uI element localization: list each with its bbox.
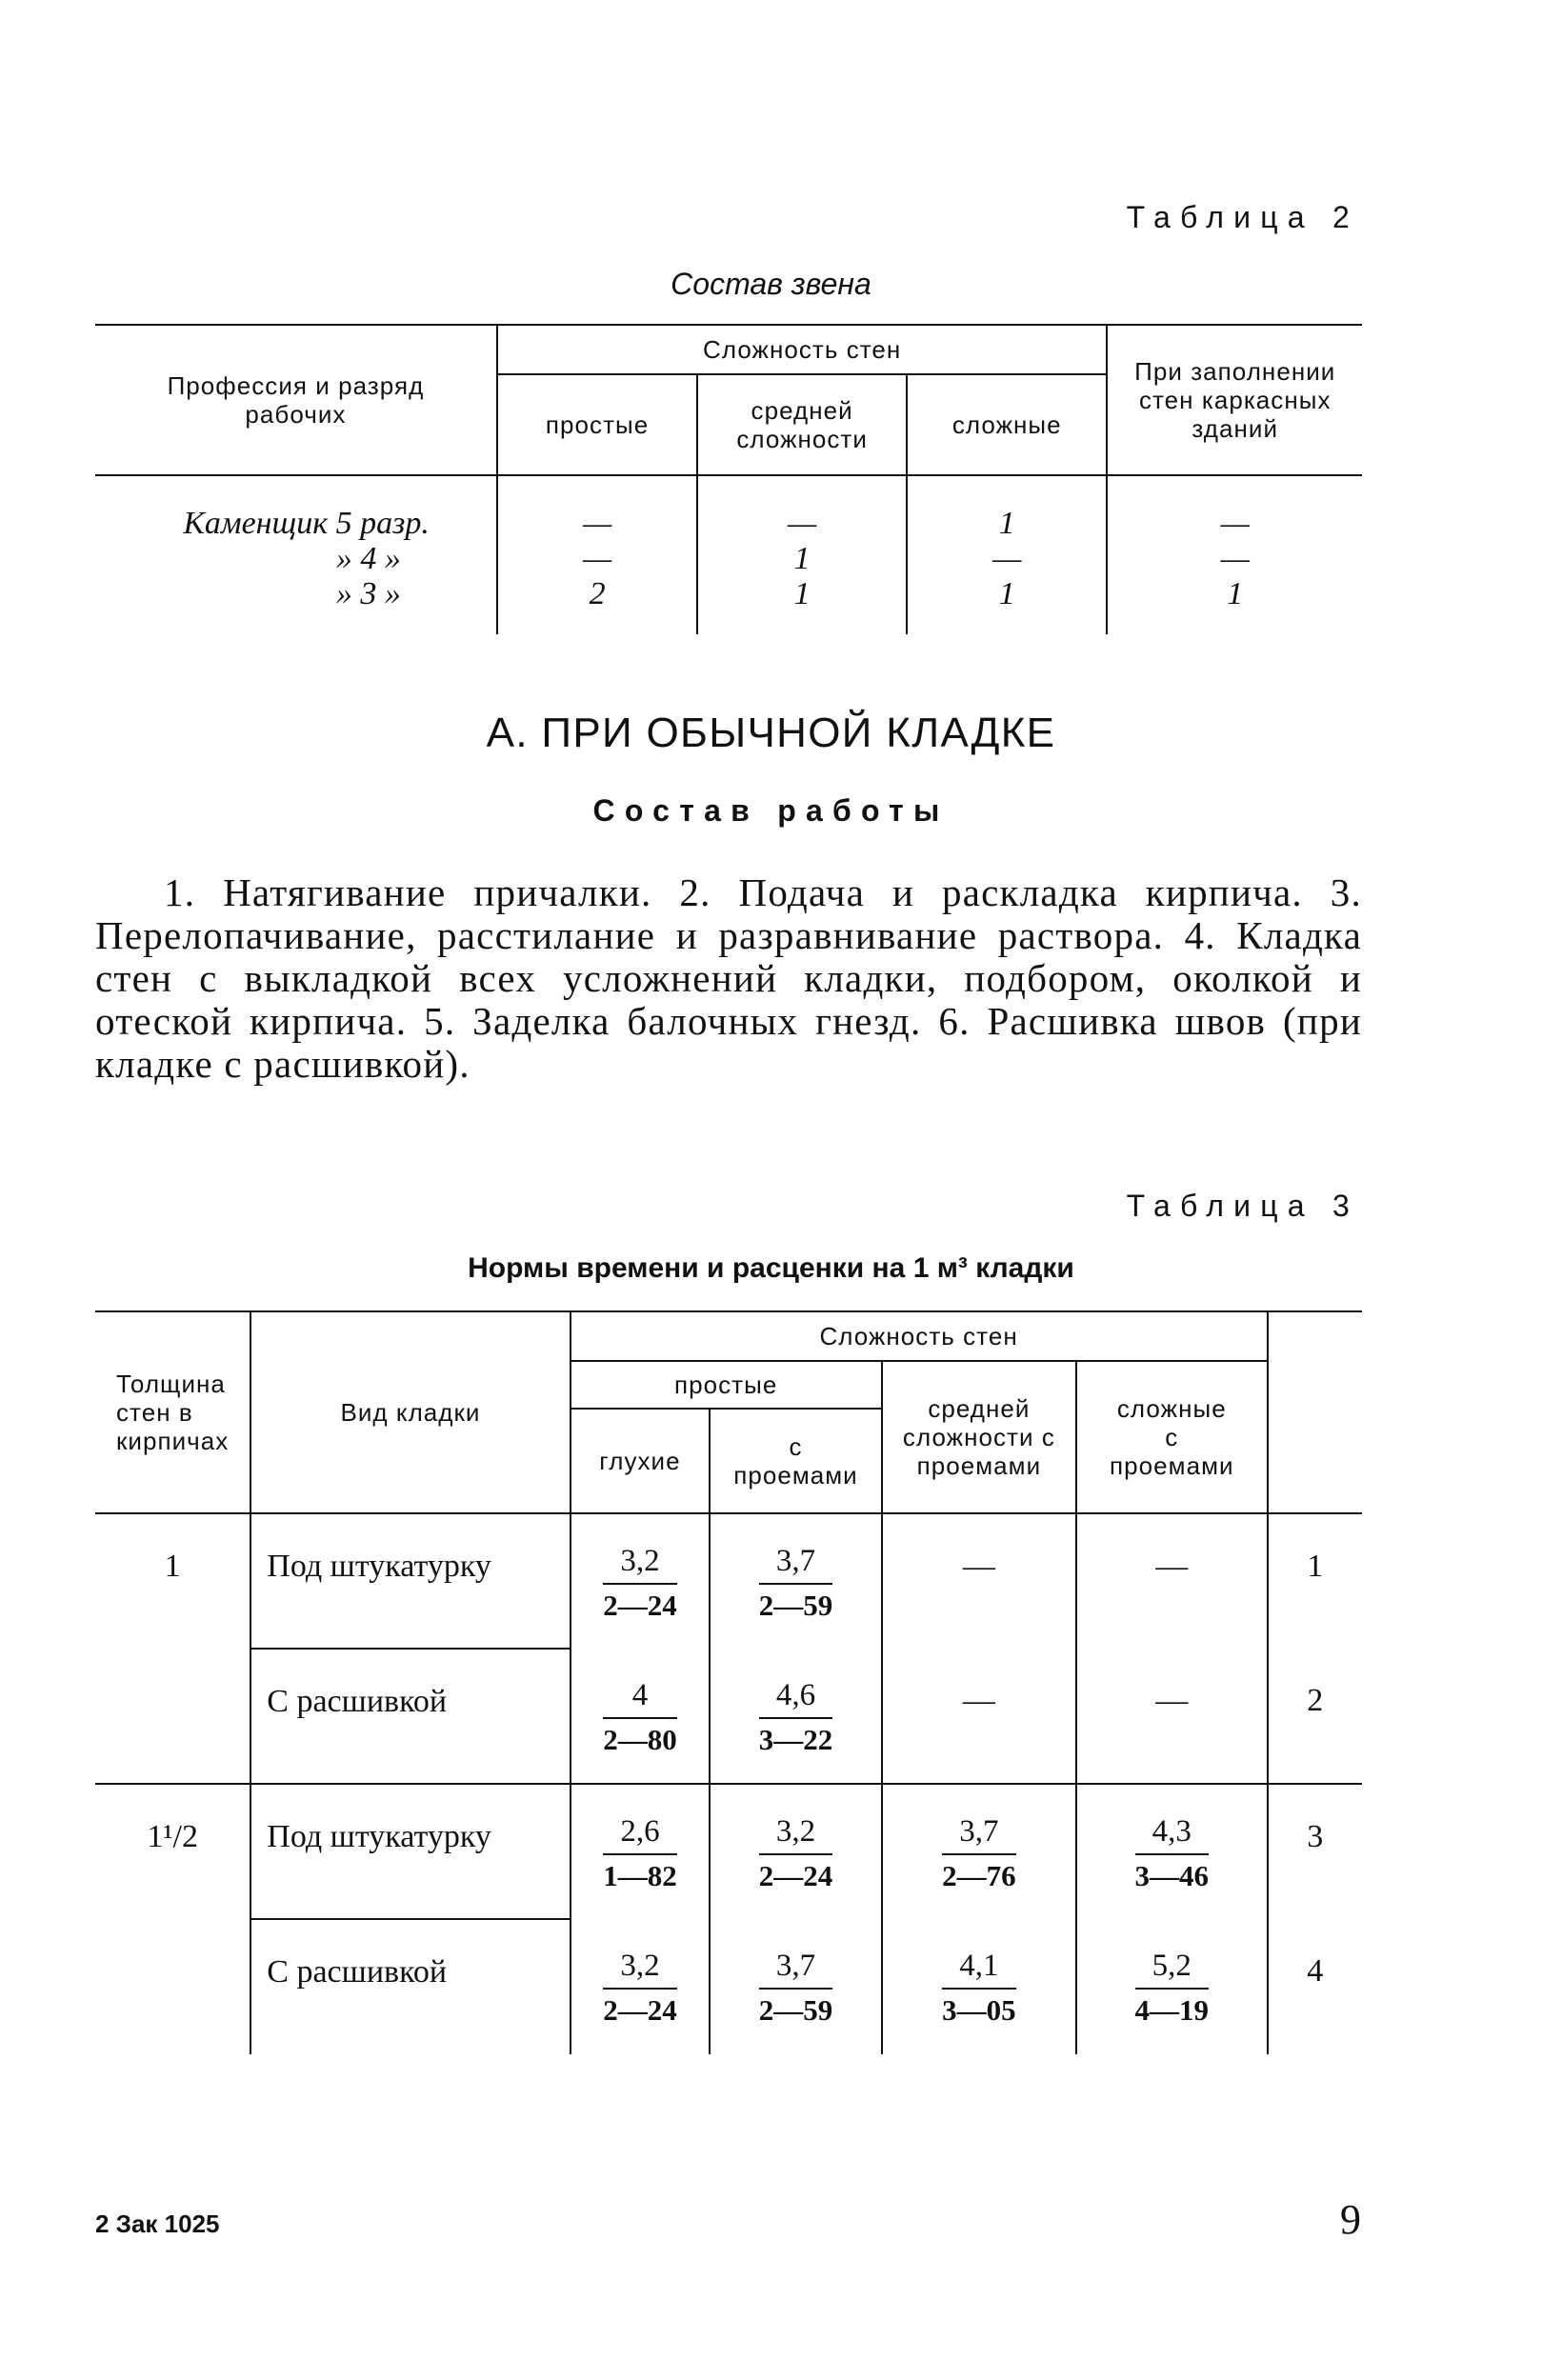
t2-head-frame: При заполнении стен каркасных зданий xyxy=(1134,357,1336,443)
t3-head-openings: с проемами xyxy=(710,1409,882,1513)
norm-value: 3,7 xyxy=(759,1543,833,1585)
norm-value: 3,2 xyxy=(603,1948,677,1990)
norm-value: 3,7 xyxy=(759,1948,833,1990)
table-row xyxy=(95,1784,1362,1919)
t3-type: Под штукатурку xyxy=(250,1784,570,1919)
t2-cell: — xyxy=(907,542,1108,577)
table-row xyxy=(95,577,1362,634)
table-row xyxy=(95,1649,1362,1784)
t3-row-number: 1 xyxy=(1307,1549,1324,1584)
t3-cell xyxy=(571,1649,711,1784)
norm-value: 4,6 xyxy=(759,1677,833,1719)
t2-cell: 1 xyxy=(697,577,907,634)
t3-type: С расшивкой xyxy=(250,1649,570,1784)
t3-type: С расшивкой xyxy=(250,1919,570,2054)
table3-caption: Нормы времени и расценки на 1 м³ кладки xyxy=(468,1252,1074,1284)
t2-cell: — xyxy=(497,475,697,542)
norm-value: 2,6 xyxy=(603,1813,677,1855)
t3-thickness xyxy=(95,1784,250,2054)
t3-cell xyxy=(710,1513,882,1649)
t3-cell xyxy=(571,1784,711,1919)
empty-dash: — xyxy=(962,1683,995,1718)
norm-value: 3,7 xyxy=(942,1813,1016,1855)
table2-caption: Состав звена xyxy=(671,267,871,301)
t2-cell: — xyxy=(1220,541,1250,576)
t2-profession: » 3 » xyxy=(95,577,497,634)
table-row xyxy=(95,1513,1362,1649)
rate-value: 2—76 xyxy=(942,1859,1016,1892)
t3-cell xyxy=(882,1784,1076,1919)
rate-value: 2—24 xyxy=(603,1589,677,1622)
t2-cell: 1 xyxy=(907,475,1108,542)
t2-profession: Каменщик 5 разр. xyxy=(95,475,497,542)
rate-value: 1—82 xyxy=(603,1859,677,1892)
rate-value: 3—22 xyxy=(758,1723,833,1756)
norm-value: 3,2 xyxy=(759,1813,833,1855)
t2-cell: — xyxy=(697,475,907,542)
t3-cell xyxy=(1076,1649,1268,1784)
section-body: 1. Натягивание причалки. 2. Подача и раскладка кирпича. 3. Перелопачивание, расстилание и разравнивание раствора. 4. Кладка стен с выкладкой всех усложнений кладки, подбором, околкой и отеской кирпича. 5. Заделка балочных гнезд. 6. Расшивка швов (при кладке с расшивкой). xyxy=(95,870,1362,1086)
t3-row-number: 4 xyxy=(1307,1953,1324,1989)
t3-cell xyxy=(1076,1919,1268,2054)
table-row xyxy=(95,542,1362,577)
t3-cell xyxy=(882,1919,1076,2054)
t3-cell xyxy=(882,1513,1076,1649)
t2-cell: 1 xyxy=(697,542,907,577)
rate-value: 2—80 xyxy=(603,1723,677,1756)
t3-cell xyxy=(1076,1784,1268,1919)
t2-head-medium: средней сложности xyxy=(697,374,907,475)
t2-head-profession: Профессия и разряд рабочих xyxy=(95,325,497,475)
t3-row-number: 3 xyxy=(1307,1819,1324,1854)
t3-head-thickness: Толщина стен в кирпичах xyxy=(95,1311,250,1513)
empty-dash: — xyxy=(1155,1549,1189,1584)
rate-value: 2—24 xyxy=(758,1859,833,1892)
rate-value: 3—05 xyxy=(942,1993,1016,2027)
table-row xyxy=(95,475,1362,542)
rate-value: 2—59 xyxy=(758,1993,833,2027)
table2-label: Таблица 2 xyxy=(1126,200,1359,234)
t3-cell xyxy=(571,1919,711,2054)
t3-type: Под штукатурку xyxy=(250,1513,570,1649)
t3-head-type: Вид кладки xyxy=(250,1311,570,1513)
t3-cell xyxy=(1076,1513,1268,1649)
rate-value: 2—24 xyxy=(603,1993,677,2027)
table3 xyxy=(95,1310,1362,2054)
t3-cell xyxy=(710,1919,882,2054)
t3-cell xyxy=(710,1649,882,1784)
t3-head-number xyxy=(1268,1311,1362,1513)
t3-head-medium: средней сложности с проемами xyxy=(882,1361,1076,1513)
t3-cell xyxy=(571,1513,711,1649)
t3-row-number: 2 xyxy=(1307,1683,1324,1718)
t2-head-complex: сложные xyxy=(907,374,1108,475)
t2-cell: — xyxy=(1220,506,1250,541)
norm-value: 4,1 xyxy=(942,1948,1016,1990)
t2-profession: » 4 » xyxy=(95,542,497,577)
norm-value: 3,2 xyxy=(603,1543,677,1585)
norm-value: 4 xyxy=(603,1677,677,1719)
table-row xyxy=(95,1919,1362,2054)
t2-cell: 1 xyxy=(1227,576,1244,611)
t2-head-complexity: Сложность стен xyxy=(497,325,1108,374)
section-title: А. ПРИ ОБЫЧНОЙ КЛАДКЕ xyxy=(486,710,1056,756)
rate-value: 3—46 xyxy=(1134,1859,1210,1892)
table3-label: Таблица 3 xyxy=(1126,1189,1359,1223)
section-subtitle: Состав работы xyxy=(592,793,950,828)
t2-head-simple: простые xyxy=(497,374,697,475)
t3-head-complexity: Сложность стен xyxy=(571,1311,1268,1361)
t3-cell xyxy=(710,1784,882,1919)
empty-dash: — xyxy=(1155,1683,1189,1718)
t3-cell xyxy=(882,1649,1076,1784)
t2-cell: — xyxy=(497,542,697,577)
table2 xyxy=(95,324,1362,634)
t2-cell: 2 xyxy=(497,577,697,634)
footer-order: 2 Зак 1025 xyxy=(95,2210,220,2238)
t3-head-complex: сложные с проемами xyxy=(1076,1361,1268,1513)
t3-head-blind: глухие xyxy=(571,1409,711,1513)
thickness-value: 1¹/2 xyxy=(147,1819,198,1854)
norm-value: 5,2 xyxy=(1135,1948,1210,1990)
page-number: 9 xyxy=(1340,2196,1361,2243)
empty-dash: — xyxy=(962,1549,995,1584)
t3-head-simple: простые xyxy=(571,1361,882,1409)
t2-cell: 1 xyxy=(907,577,1108,634)
norm-value: 4,3 xyxy=(1135,1813,1210,1855)
rate-value: 4—19 xyxy=(1134,1993,1210,2027)
rate-value: 2—59 xyxy=(758,1589,833,1622)
t3-thickness: 1 xyxy=(95,1513,250,1784)
